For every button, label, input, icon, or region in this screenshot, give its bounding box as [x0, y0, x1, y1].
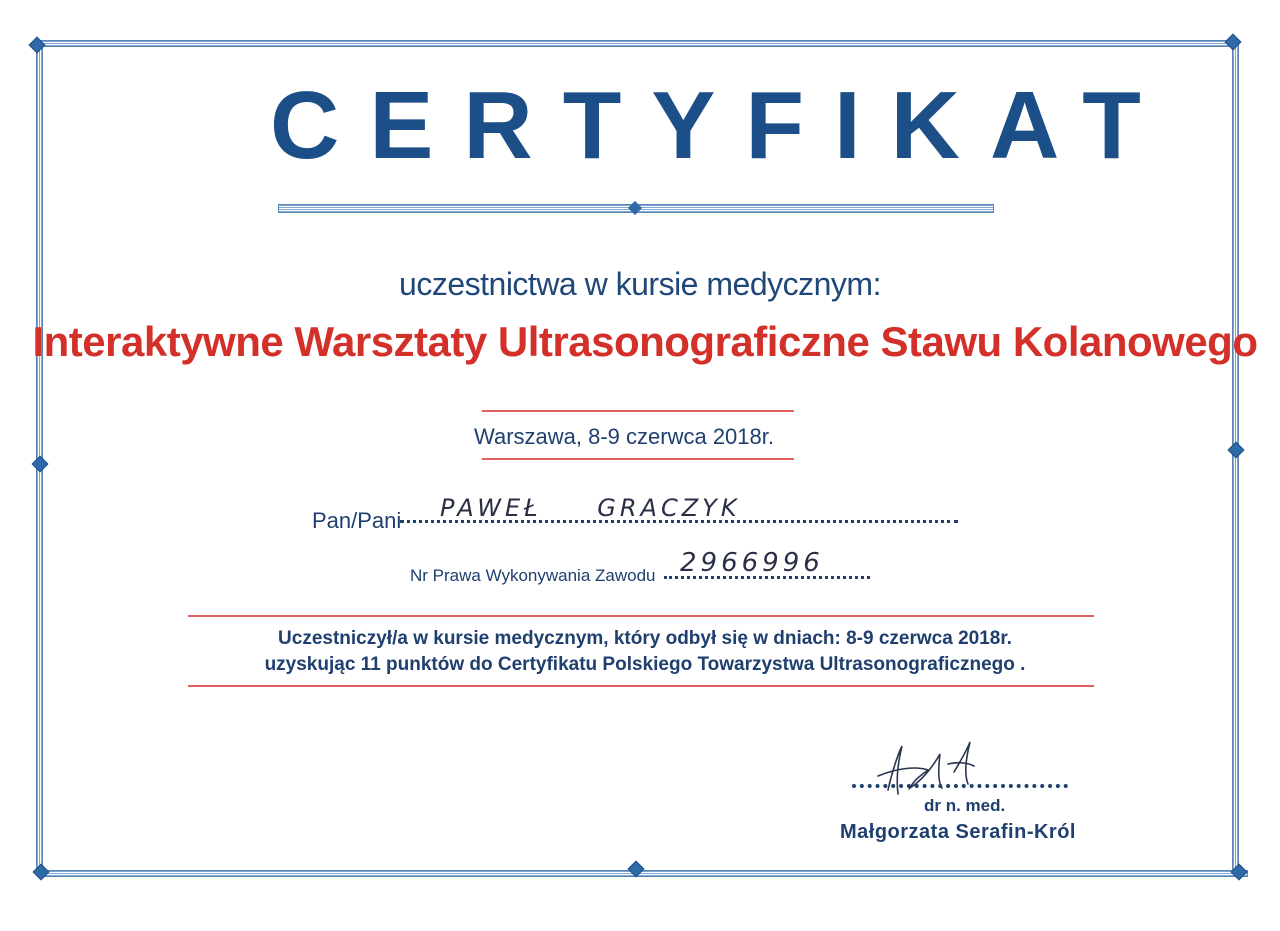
statement-rule-top [188, 615, 1094, 617]
location-date: Warszawa, 8-9 czerwca 2018r. [474, 424, 774, 449]
signature-dotted-line [852, 784, 1068, 788]
date-rule-bottom [482, 458, 794, 460]
signatory-title: dr n. med. [924, 796, 1006, 815]
license-number-label: Nr Prawa Wykonywania Zawodu [410, 566, 656, 585]
participation-statement [190, 626, 1100, 678]
frame-bottom [40, 870, 1248, 877]
participant-name-handwritten: PAWEŁ GRACZYK [440, 494, 741, 522]
participant-label: Pan/Pani [312, 508, 402, 533]
frame-side-mark [32, 456, 49, 473]
frame-top [36, 40, 1236, 47]
date-rule-top [482, 410, 794, 412]
certificate-title: CERTYFIKAT [270, 72, 1171, 179]
signatory-name: Małgorzata Serafin-Król [840, 821, 1076, 843]
certificate-subtitle: uczestnictwa w kursie medycznym: [399, 266, 881, 302]
statement-rule-bottom [188, 685, 1094, 687]
license-number-handwritten: 2966996 [680, 548, 824, 578]
course-name: Interaktywne Warsztaty Ultrasonograficzne Stawu Kolanowego [32, 318, 1258, 365]
statement-line-1: Uczestniczył/a w kursie medycznym, który odbył się w dniach: 8-9 czerwca 2018r. [278, 628, 1012, 649]
statement-line-2: uzyskując 11 punktów do Certyfikatu Polskiego Towarzystwa Ultrasonograficznego . [264, 654, 1026, 675]
